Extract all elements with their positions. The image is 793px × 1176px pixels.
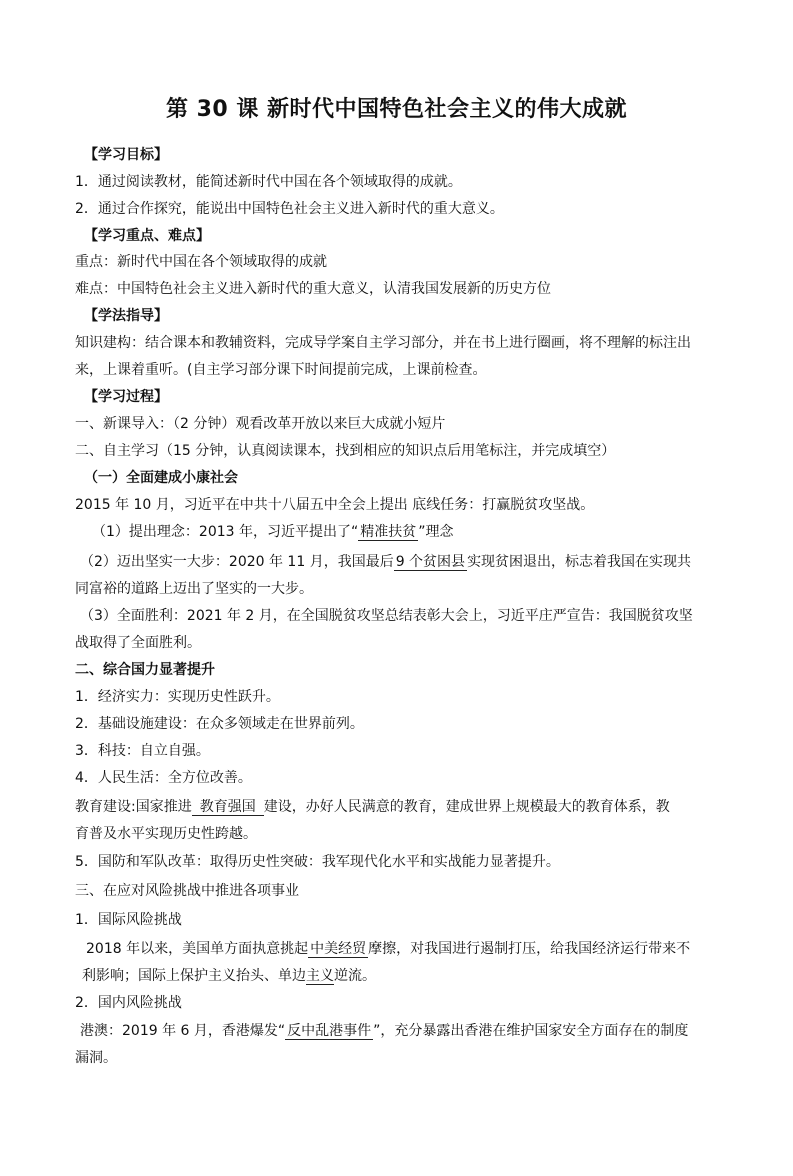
method-line-2: 来，上课着重听。(自主学习部分课下时间提前完成，上课前检查。 bbox=[75, 362, 487, 378]
fill-blank-answer: 9 个贫困县 bbox=[395, 554, 466, 570]
education-text-end: 建设，办好人民满意的教育，建成世界上规模最大的教育体系，教 bbox=[263, 799, 670, 815]
key-point: 重点：新时代中国在各个领域取得的成就 bbox=[75, 254, 327, 270]
fill-blank-answer: 教育强国 bbox=[192, 799, 264, 816]
risk-1: 1．国际风险挑战 bbox=[75, 912, 182, 928]
key-heading: 【学习重点、难点】 bbox=[84, 228, 210, 244]
point-2-text-end: 实现贫困退出，标志着我国在实现共 bbox=[467, 554, 692, 570]
point-1 bbox=[92, 523, 742, 541]
heading-2: 二、综合国力显著提升 bbox=[75, 662, 215, 678]
item-4: 4．人民生活：全方位改善。 bbox=[75, 770, 252, 786]
section-1: 一、新课导入：（2 分钟）观看改革开放以来巨大成就小短片 bbox=[75, 416, 446, 432]
point-1-text-end: ”理念 bbox=[418, 524, 454, 540]
education-line-1 bbox=[75, 798, 725, 816]
education-line-2: 育普及水平实现历史性跨越。 bbox=[75, 826, 257, 842]
trade-text-end: 摩擦，对我国进行遏制打压，给我国经济运行带来不 bbox=[368, 941, 691, 957]
page-title: 第 30 课 新时代中国特色社会主义的伟大成就 bbox=[165, 97, 628, 122]
hong-kong-text: 港澳：2019 年 6 月，香港爆发“ bbox=[80, 1023, 286, 1039]
process-heading: 【学习过程】 bbox=[84, 389, 168, 405]
fill-blank-answer: 主义 bbox=[306, 968, 334, 984]
point-3-line-1: （3）全面胜利：2021 年 2 月，在全国脱贫攻坚总结表彰大会上，习近平庄严宣告：我国脱贫攻坚 bbox=[80, 608, 693, 624]
fill-blank-answer: 中美经贸 bbox=[310, 941, 367, 957]
fill-blank-answer: 反中乱港事件 bbox=[287, 1023, 372, 1039]
point-1-text: （1）提出理念：2013 年，习近平提出了“ bbox=[92, 524, 359, 540]
trade-line-2-text: 利影响；国际上保护主义抬头、单边 bbox=[82, 968, 306, 984]
goal-2: 2．通过合作探究，能说出中国特色社会主义进入新时代的重大意义。 bbox=[75, 201, 504, 217]
difficult-point: 难点：中国特色社会主义进入新时代的重大意义，认清我国发展新的历史方位 bbox=[75, 281, 551, 297]
item-5: 5．国防和军队改革：取得历史性突破：我军现代化水平和实战能力显著提升。 bbox=[75, 854, 560, 870]
trade-line-2 bbox=[82, 967, 732, 985]
point-2-line-2: 同富裕的道路上迈出了坚实的一大步。 bbox=[75, 581, 313, 597]
section-2: 二、自主学习（15 分钟，认真阅读课本，找到相应的知识点后用笔标注，并完成填空） bbox=[75, 443, 616, 459]
heading-3: 三、在应对风险挑战中推进各项事业 bbox=[75, 883, 299, 899]
hong-kong-line-2: 漏洞。 bbox=[75, 1050, 117, 1066]
hong-kong-line-1 bbox=[80, 1022, 730, 1040]
trade-line-2-end: 逆流。 bbox=[334, 968, 376, 984]
item-3: 3．科技：自立自强。 bbox=[75, 743, 210, 759]
point-2-text: （2）迈出坚实一大步：2020 年 11 月，我国最后 bbox=[80, 554, 394, 570]
point-2 bbox=[80, 553, 730, 571]
method-line-1: 知识建构：结合课本和教辅资料，完成导学案自主学习部分，并在书上进行圈画，将不理解的标注出 bbox=[75, 335, 691, 351]
subsection-1: （一）全面建成小康社会 bbox=[84, 470, 238, 486]
education-text: 教育建设:国家推进 bbox=[75, 799, 192, 815]
method-heading: 【学法指导】 bbox=[84, 308, 168, 324]
goals-heading: 【学习目标】 bbox=[84, 147, 168, 163]
item-2: 2．基础设施建设：在众多领域走在世界前列。 bbox=[75, 716, 364, 732]
fill-blank-answer: 精准扶贫 bbox=[360, 524, 417, 540]
hong-kong-text-end: ”，充分暴露出香港在维护国家安全方面存在的制度 bbox=[373, 1023, 689, 1039]
point-3-line-2: 战取得了全面胜利。 bbox=[75, 635, 201, 651]
risk-2: 2．国内风险挑战 bbox=[75, 995, 182, 1011]
paragraph-2015: 2015 年 10 月，习近平在中共十八届五中全会上提出 底线任务：打赢脱贫攻坚战。 bbox=[75, 497, 595, 513]
trade-line-1 bbox=[86, 940, 736, 958]
goal-1: 1．通过阅读教材，能简述新时代中国在各个领域取得的成就。 bbox=[75, 174, 462, 190]
item-1: 1．经济实力：实现历史性跃升。 bbox=[75, 689, 280, 705]
trade-text: 2018 年以来，美国单方面执意挑起 bbox=[86, 941, 309, 957]
